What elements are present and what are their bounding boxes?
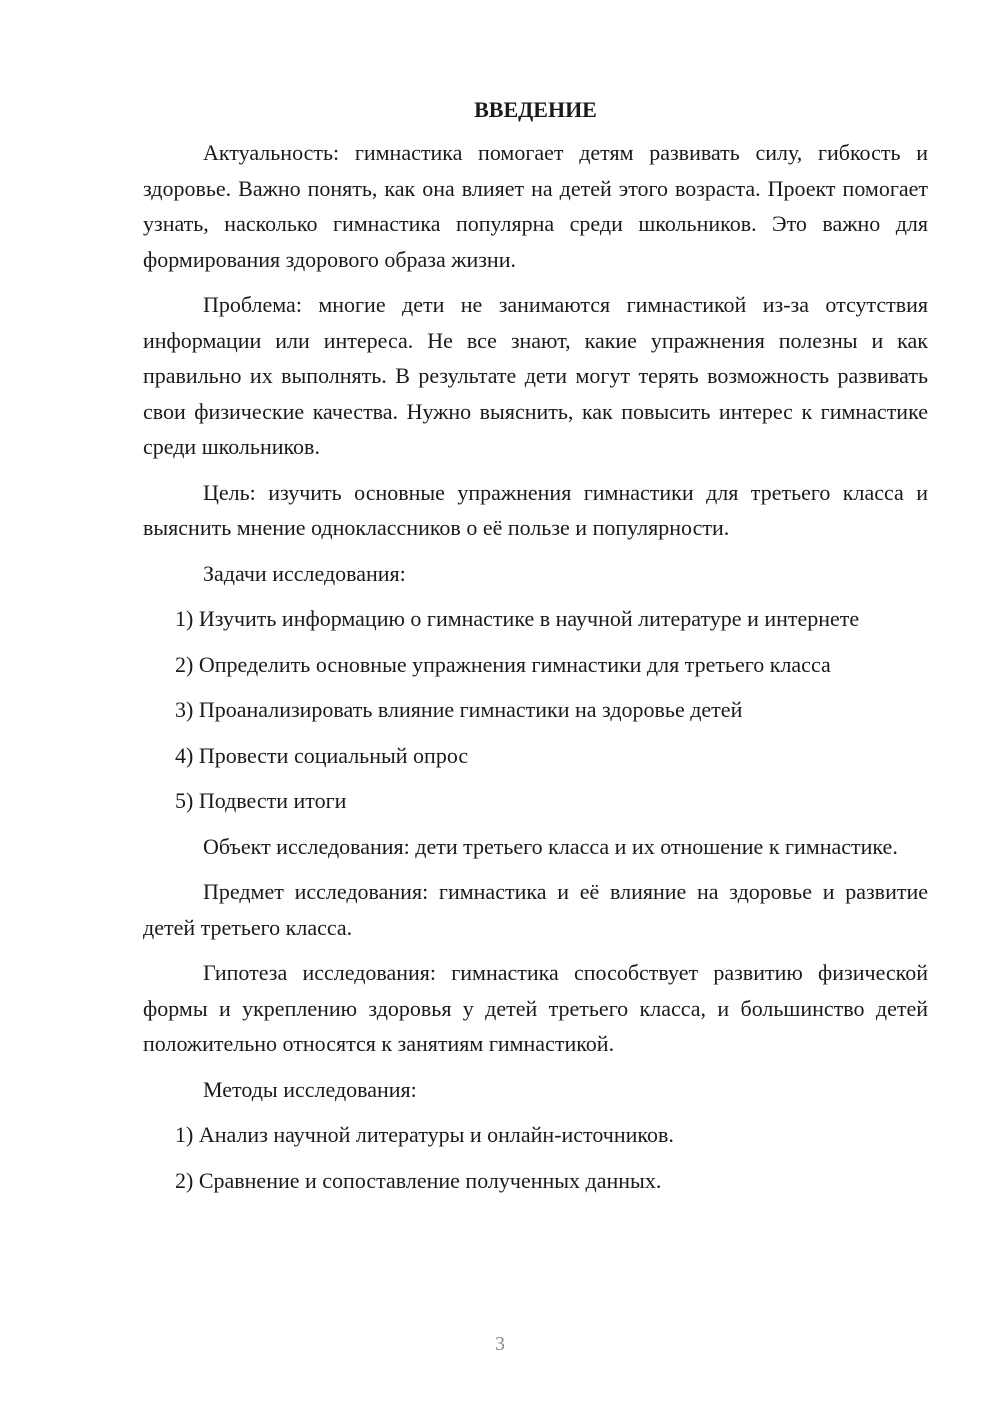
method-item: 2) Сравнение и сопоставление полученных данных. <box>175 1167 662 1193</box>
tasks-label: Задачи исследования: <box>203 560 406 586</box>
methods-label: Методы исследования: <box>203 1076 417 1102</box>
task-item: 4) Провести социальный опрос <box>175 742 469 768</box>
tasks-list <box>143 601 928 819</box>
methods-list <box>143 1117 928 1198</box>
subject-paragraph: Предмет исследования: гимнастика и её влияние на здоровье и развитие детей третьего класса. <box>143 879 928 940</box>
object-paragraph: Объект исследования: дети третьего класса и их отношение к гимнастике. <box>203 833 898 859</box>
task-item: 5) Подвести итоги <box>175 788 347 813</box>
problem-paragraph: Проблема: многие дети не занимаются гимнастикой из-за отсутствия информации или интереса. Не все знают, какие упражнения полезны и как правильно их выполнять. В результате дети могут терять возможность развивать свои физические качества. Нужно выяснить, как повысить интерес к гимнастике среди школьников. <box>143 292 928 459</box>
document-page <box>143 92 928 1208</box>
task-item: 1) Изучить информацию о гимнастике в научной литературе и интернете <box>175 606 860 631</box>
relevance-paragraph: Актуальность: гимнастика помогает детям развивать силу, гибкость и здоровье. Важно понять, как она влияет на детей этого возраста. Проект помогает узнать, насколько гимнастика популярна среди школьников. Это важно для формирования здорового образа жизни. <box>143 140 928 272</box>
goal-paragraph: Цель: изучить основные упражнения гимнастики для третьего класса и выяснить мнение одноклассников о её пользе и популярности. <box>143 479 928 540</box>
task-item: 2) Определить основные упражнения гимнастики для третьего класса <box>175 651 831 677</box>
hypothesis-paragraph: Гипотеза исследования: гимнастика способствует развитию физической формы и укреплению здоровья у детей третьего класса, и большинство детей положительно относятся к занятиям гимнастикой. <box>143 960 928 1056</box>
page-number: 3 <box>495 1333 505 1355</box>
section-title: ВВЕДЕНИЕ <box>474 97 597 122</box>
task-item: 3) Проанализировать влияние гимнастики на здоровье детей <box>175 697 743 722</box>
method-item: 1) Анализ научной литературы и онлайн-источников. <box>175 1122 674 1147</box>
